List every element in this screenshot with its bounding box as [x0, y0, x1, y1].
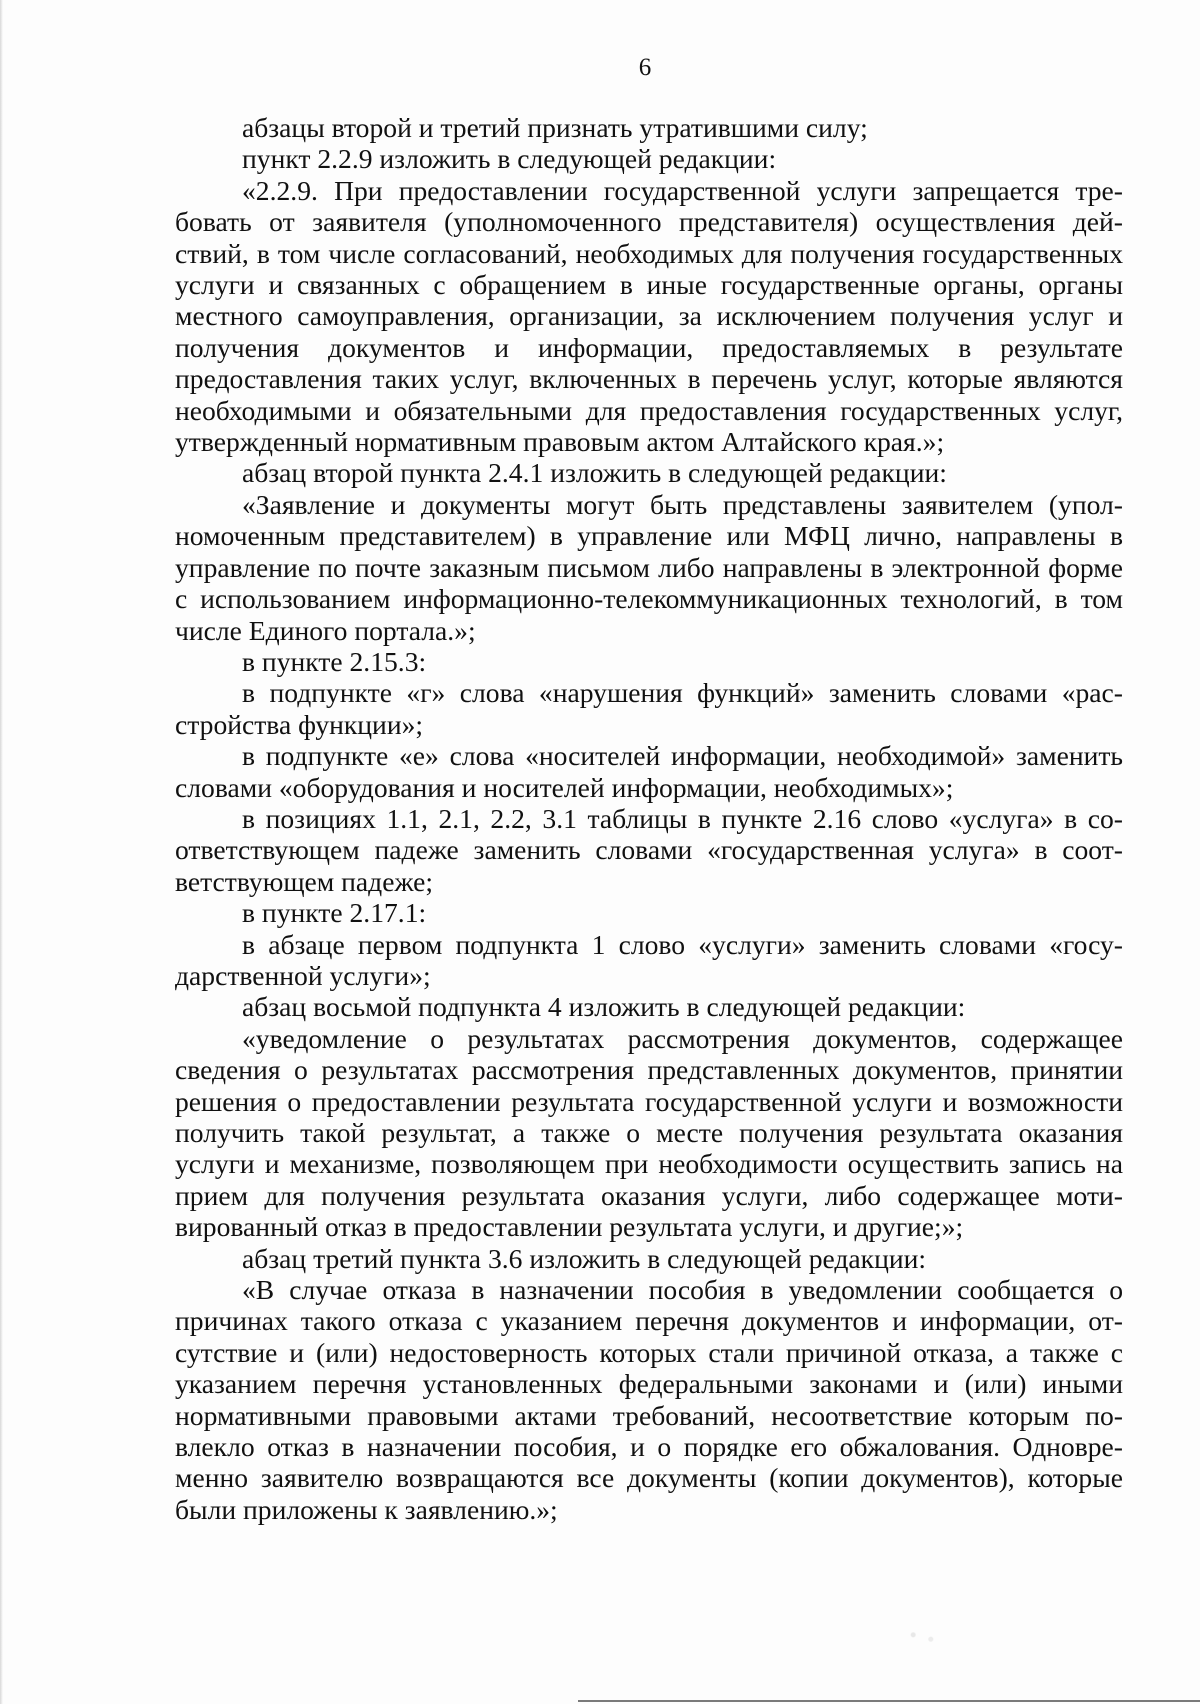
- paragraph: пункт 2.2.9 изложить в следующей редакции:: [242, 143, 777, 175]
- paragraph: абзац третий пункта 3.6 изложить в следующей редакции:: [242, 1242, 927, 1274]
- document-body: [175, 112, 1123, 1525]
- scan-edge: [0, 0, 3, 1704]
- paragraph: «В случае отказа в назначении пособия в уведомлении сообщается о причинах такого отказа с указанием перечня документов и информации, отсутствие и (или) недостоверность которых стали причиной отказа, а также с указанием перечня установленных федеральными законами и (или) иными нормативными правовыми актами требований, несоответствие которым повлекло отказ в назначении пособия, и о порядке его обжалования. Одновременно заявителю возвращаются все документы (копии документов), которые были приложены к заявлению.»;: [175, 1274, 1123, 1525]
- bottom-edge-line: [578, 1700, 1200, 1702]
- paragraph: в абзаце первом подпункта 1 слово «услуги» заменить словами «государственной услуги»;: [175, 928, 1123, 991]
- scan-speck: [900, 1626, 944, 1648]
- paragraph: абзацы второй и третий признать утратившими силу;: [242, 112, 868, 143]
- paragraph: в позициях 1.1, 2.1, 2.2, 3.1 таблицы в пункте 2.16 слово «услуга» в соответствующем падеже заменить словами «государственная услуга» в соответствующем падеже;: [175, 802, 1123, 897]
- paragraph: в пункте 2.15.3:: [242, 645, 427, 677]
- paragraph: «уведомление о результатах рассмотрения документов, содержащее сведения о результатах рассмотрения представленных документов, принятии решения о предоставлении результата государственной услуги и возможности получить такой результат, а также о месте получения результата оказания услуги и механизме, позволяющем при необходимости осуществить запись на прием для получения результата оказания услуги, либо содержащее мотивированный отказ в предоставлении результата услуги, и другие;»;: [175, 1022, 1123, 1243]
- paragraph: «Заявление и документы могут быть представлены заявителем (уполномоченным представителем) в управление или МФЦ лично, направлены в управление по почте заказным письмом либо направлены в электронной форме с использованием информационно-телекоммуникационных технологий, в том числе Единого портала.»;: [175, 488, 1123, 646]
- paragraph: в пункте 2.17.1:: [242, 897, 427, 929]
- paragraph: «2.2.9. При предоставлении государственной услуги запрещается требовать от заявителя (уполномоченного представителя) осуществления действий, в том числе согласований, необходимых для получения государственных услуги и связанных с обращением в иные государственные органы, органы местного самоуправления, организации, за исключением получения услуг и получения документов и информации, предоставляемых в результате предоставления таких услуг, включенных в перечень услуг, которые являются необходимыми и обязательными для предоставления государственных услуг, утвержденный нормативным правовым актом Алтайского края.»;: [175, 174, 1123, 458]
- paragraph: абзац второй пункта 2.4.1 изложить в следующей редакции:: [242, 457, 947, 489]
- paragraph: абзац восьмой подпункта 4 изложить в следующей редакции:: [242, 991, 966, 1023]
- paragraph: в подпункте «е» слова «носителей информации, необходимой» заменить словами «оборудования и носителей информации, необходимых»;: [175, 740, 1123, 803]
- paragraph: в подпункте «г» слова «нарушения функций» заменить словами «расстройства функции»;: [175, 677, 1123, 740]
- page-number: 6: [638, 54, 652, 81]
